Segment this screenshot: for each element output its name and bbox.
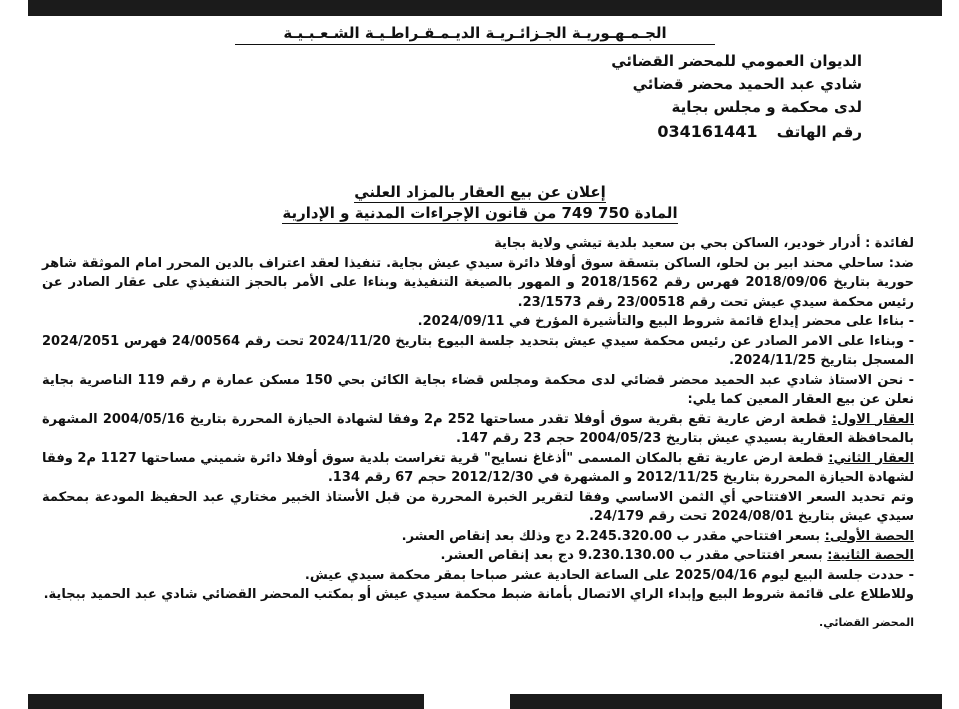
notice-body (42, 234, 914, 632)
contact-paragraph: وللاطلاع على قائمة شروط البيع وإبداء الراي الاتصال بأمانة ضبط محكمة سيدي عيش أو بمكتب المحضر القضائي شادي عبد الحميد ببجاية. (43, 587, 914, 602)
phone-label: رقم الهاتف (776, 123, 862, 141)
phone-number: 034161441 (657, 122, 758, 141)
court-name: لدى محكمة و مجلس بجاية (671, 98, 862, 116)
property-one-label: العقار الاول: (831, 411, 915, 427)
lot-one-paragraph (42, 527, 914, 547)
lot-one-text: بسعر افتتاحي مقدر ب 2.245.320.00 دج وذلك بعد إنقاص العشر. (401, 528, 825, 544)
notice-title (40, 182, 920, 224)
notice-title-line1: إعلان عن بيع العقار بالمزاد العلني (354, 183, 606, 201)
price-paragraph: وتم تحديد السعر الافتتاحي أي الثمن الاساسي وفقا لتقرير الخبرة المحررة من قبل الأستاذ الخبير مختاري عبد الحفيظ المودعة بمحكمة سيدي عيش بتاريخ 2024/08/01 تحت رقم 24/179. (42, 489, 914, 524)
scan-border-bottom-right (510, 694, 942, 709)
scan-border-bottom-left (28, 694, 424, 709)
session-paragraph: - حددت جلسة البيع ليوم 2025/04/16 على الساعة الحادية عشر صباحا بمقر محكمة سيدي عيش. (304, 567, 914, 583)
property-two-paragraph (42, 449, 914, 488)
legal-notice-page (40, 18, 920, 690)
property-one-text: قطعة ارض عارية تقع بقرية سوق أوفلا تقدر مساحتها 252 م2 وفقا لشهادة الحيازة المحررة بتاريخ 2004/05/16 المشهرة بالمحافظة العقارية بسيدي عيش بتاريخ 2004/05/23 حجم 23 رقم 147. (42, 411, 914, 446)
beneficiary-paragraph: لفائدة : أدرار خودير، الساكن بحي بن سعيد بلدية تيشي ولاية بجاية (494, 236, 914, 251)
bailiff-name: شادي عبد الحميد محضر قضائي (632, 75, 862, 93)
order-paragraph: - وبناءا على الامر الصادر عن رئيس محكمة سيدي عيش بتحديد جلسة البيوع بتاريخ 2024/11/20 تحت رقم 24/00564 فهرس 2024/2051 المسجل بتاريخ 2024/11/25. (42, 333, 915, 368)
scan-border-top (28, 0, 942, 16)
against-paragraph: ضد: ساحلي محند ابير بن لحلو، الساكن بتسقة سوق أوفلا دائرة سيدي عيش بجاية. تنفيذا لعقد اعتراف بالدين المحرر امام الموثقة شاهر حورية بتاريخ 2018/09/06 فهرس رقم 2018/1562 و المهور بالصيغة التنفيذية وبناءا على الأمر بالحجز التنفيذي على عقار الصادر عن رئيس محكمة سيدي عيش تحت رقم 23/00518 رقم 23/1573. (42, 255, 914, 310)
office-name: الديوان العمومي للمحضر القضائي (611, 52, 862, 70)
signature: المحضر القضائي. (819, 615, 914, 629)
notice-title-line2: المادة 750 749 من قانون الإجراءات المدنية و الإدارية (282, 204, 678, 222)
lot-two-paragraph (42, 546, 914, 566)
lot-two-label: الحصة الثانية: (827, 548, 914, 563)
property-one-paragraph (42, 410, 914, 449)
republic-heading: الجـمـهـوريـة الجـزائـريـة الديـمـقـراطـيـة الشـعـبـيـة (235, 24, 715, 45)
phone-line (657, 122, 862, 141)
lot-one-label: الحصة الأولى: (824, 528, 914, 544)
announcement-paragraph: - نحن الاستاذ شادي عبد الحميد محضر قضائي لدى محكمة ومجلس قضاء بجاية الكائن بحي 150 مسكن عمارة م رقم 119 الناصرية بجاية نعلن عن بيع العقار المعين كما يلي: (42, 372, 914, 407)
filing-paragraph: - بناءا على محضر إيداع قائمة شروط البيع والتأشيرة المؤرخ في 2024/09/11. (417, 314, 914, 329)
property-two-text: قطعة ارض عارية تقع بالمكان المسمى "أذغاغ نسايح" قرية تغراست بلدية سوق أوفلا دائرة شميني مساحتها 1127 م2 وفقا لشهادة الحيازة المحررة بتاريخ 2012/11/25 و المشهرة في 2012/12/30 حجم 67 رقم 134. (42, 450, 914, 485)
property-two-label: العقار الثاني: (828, 450, 914, 466)
lot-two-text: بسعر افتتاحي مقدر ب 9.230.130.00 دج بعد إنقاص العشر. (440, 548, 828, 563)
